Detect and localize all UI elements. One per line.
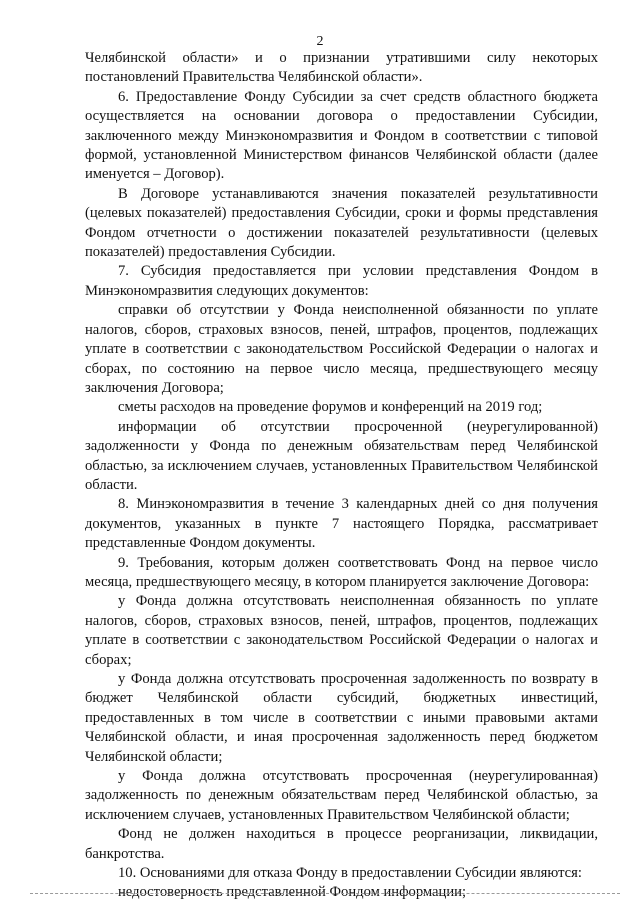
paragraph: В Договоре устанавливаются значения показателей результативности (целевых показателей) предоставления Субсидии, сроки и формы представления Фондом отчетности о достижении показателей результативности (целевых показателей) предоставления Субсидии. bbox=[85, 185, 598, 261]
document-body bbox=[85, 49, 598, 903]
paragraph: недостоверность представленной Фондом информации; bbox=[118, 884, 467, 901]
paragraph: сметы расходов на проведение форумов и конференций на 2019 год; bbox=[118, 399, 543, 416]
paragraph: Фонд не должен находиться в процессе реорганизации, ликвидации, банкротства. bbox=[85, 826, 598, 862]
paragraph: 6. Предоставление Фонду Субсидии за счет средств областного бюджета осуществляется на основании договора о предоставлении Субсидии, заключенного между Минэкономразвития и Фондом в соответствии с типовой формой, установленной Министерством финансов Челябинской области (далее именуется – Договор). bbox=[85, 88, 598, 183]
paragraph: у Фонда должна отсутствовать неисполненная обязанность по уплате налогов, сборов, страховых взносов, пеней, штрафов, процентов, подлежащих уплате в соответствии с законодательством Российской Федерации о налогах и сборах; bbox=[85, 593, 598, 668]
paragraph: справки об отсутствии у Фонда неисполненной обязанности по уплате налогов, сборов, страховых взносов, пеней, штрафов, процентов, подлежащих уплате в соответствии с законодательством Российской Федерации о налогах и сборах, по состоянию на первое число месяца, предшествующего месяцу заключения Договора; bbox=[85, 302, 598, 396]
scan-edge-divider bbox=[30, 893, 620, 894]
paragraph: 7. Субсидия предоставляется при условии представления Фондом в Минэкономразвития следующих документов: bbox=[85, 263, 598, 299]
paragraph: 10. Основаниями для отказа Фонду в предоставлении Субсидии являются: bbox=[118, 865, 582, 882]
paragraph: информации об отсутствии просроченной (неурегулированной) задолженности у Фонда по денежным обязательствам перед Челябинской областью, за исключением случаев, установленных Правительством Челябинской области. bbox=[85, 418, 598, 493]
paragraph: Челябинской области» и о признании утратившими силу некоторых постановлений Правительства Челябинской области». bbox=[85, 50, 598, 86]
paragraph: у Фонда должна отсутствовать просроченная задолженность по возврату в бюджет Челябинской области субсидий, бюджетных инвестиций, предоставленных в том числе в соответствии с иными правовыми актами Челябинской области, и иная просроченная задолженность перед бюджетом Челябинской области; bbox=[85, 671, 598, 765]
page-number: 2 bbox=[316, 34, 324, 49]
paragraph: у Фонда должна отсутствовать просроченная (неурегулированная) задолженность по денежным обязательствам перед Челябинской областью, за исключением случаев, установленных Правительством Челябинской области; bbox=[85, 768, 598, 823]
paragraph: 8. Минэкономразвития в течение 3 календарных дней со дня получения документов, указанных в пункте 7 настоящего Порядка, рассматривает представленные Фондом документы. bbox=[85, 496, 598, 552]
paragraph: 9. Требования, которым должен соответствовать Фонд на первое число месяца, предшествующего месяцу, в котором планируется заключение Договора: bbox=[85, 554, 598, 590]
